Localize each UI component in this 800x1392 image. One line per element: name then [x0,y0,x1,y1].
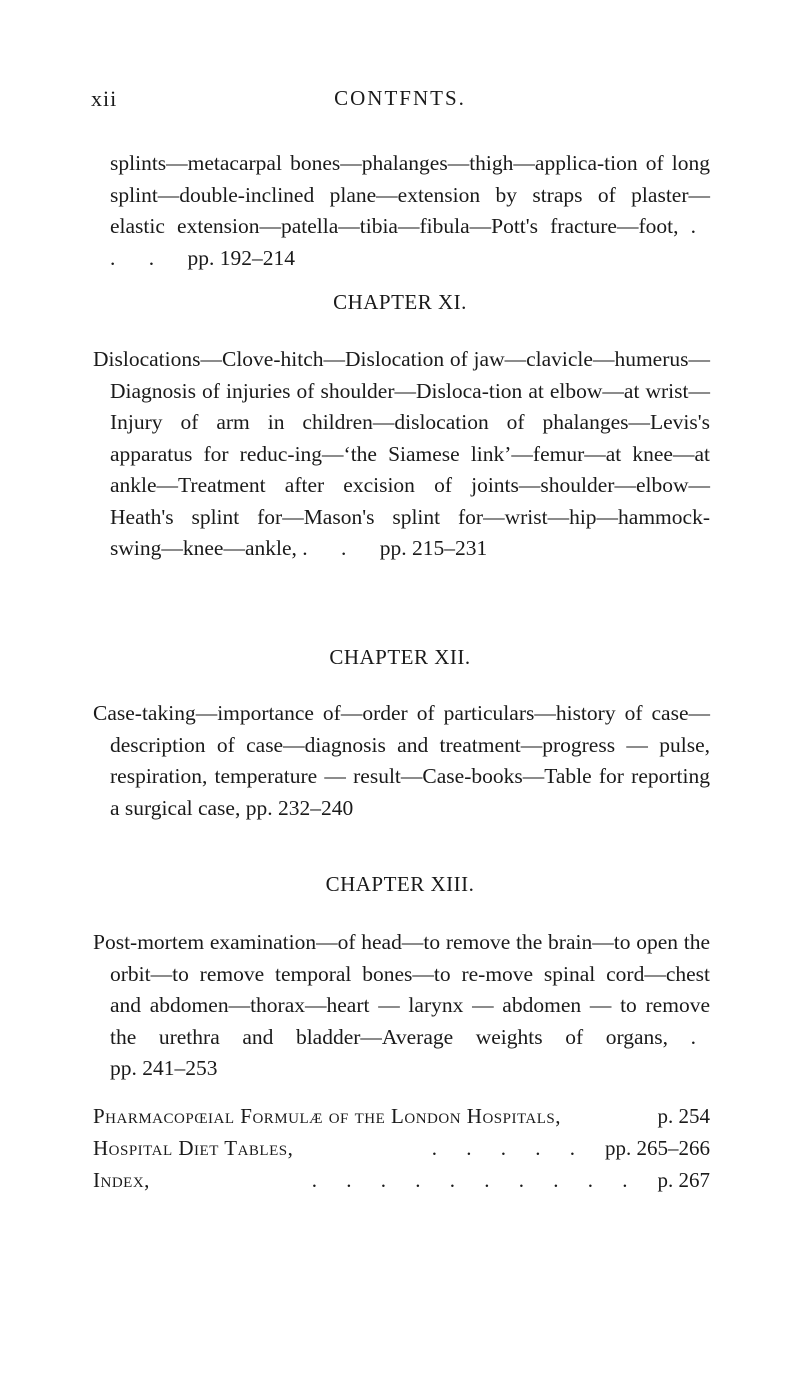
appendix-label: Hospital Diet Tables, [93,1136,294,1160]
chapter-heading: CHAPTER XIII. [325,872,475,896]
appendix-item [93,1164,710,1196]
section-text: Dislocations—Clove-hitch—Dislocation of jaw—clavicle—humerus—Diagnosis of injuries of shoulder—Disloca-tion at elbow—at wrist—Injury of arm in children—dislocation of phalanges—Levis's apparatus for reduc-ing—‘the Siamese link’—femur—at knee—at ankle—Treatment after excision of joints—shoulder—elbow—Heath's splint for—Mason's splint for—wrist—hip—hammock-swing—knee—ankle, . . pp. 215–231 [93,347,710,560]
running-head: CONTFNTS. [334,86,466,110]
appendix-list [93,1100,710,1196]
dot-leader: . . . . . . . . . . [311,1168,640,1192]
appendix-pages: p. 267 [657,1168,710,1192]
appendix-pages: p. 254 [657,1104,710,1128]
page-range: pp. 215–231 [379,536,488,560]
page-number: xii [91,86,118,111]
chapter-heading: CHAPTER XI. [333,290,467,314]
page-range: pp. 241–253 [110,1056,218,1080]
section-text: Post-mortem examination—of head—to remove the brain—to open the orbit—to remove temporal bones—to re-move spinal cord—chest and abdomen—thorax—heart — larynx — abdomen — to remove the urethra and bladder—Average weights of organs, . pp. 241–253 [93,930,710,1080]
page-header [0,86,800,116]
page-range: pp. 232–240 [245,795,354,820]
section-text: Case-taking—importance of—order of particulars—history of case—description of case—diagnosis and treatment—progress — pulse, respiration, temperature — result—Case-books—Table for reporting a surgical case, pp. 232–240 [93,701,710,820]
chapter-heading: CHAPTER XII. [329,645,471,669]
appendix-label: Index, [93,1168,150,1192]
page-range: pp. 192–214 [187,245,295,270]
appendix-item [93,1100,710,1132]
appendix-pages: pp. 265–266 [605,1136,710,1160]
appendix-label: Pharmacopœial Formulæ of the London Hospitals, [93,1104,562,1128]
appendix-item [93,1132,710,1164]
dot-leader: . . . . . [431,1136,587,1160]
section-text: splints—metacarpal bones—phalanges—thigh—applica-tion of long splint—double-inclined plane—extension by straps of plaster—elastic extension—patella—tibia—fibula—Pott's fracture—foot, . . . pp. 192–214 [110,151,710,270]
